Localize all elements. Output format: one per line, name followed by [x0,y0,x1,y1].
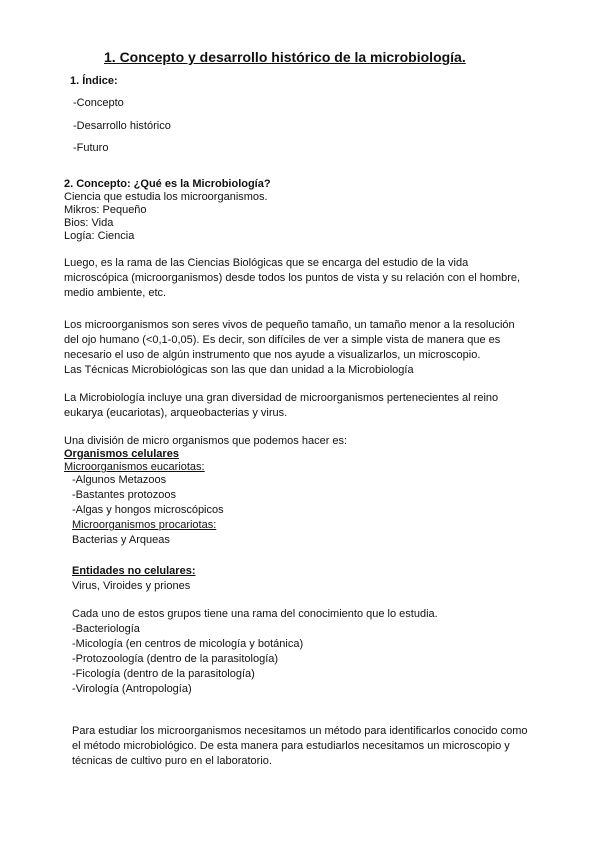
paragraph-line: eukarya (eucariotas), arqueobacterias y virus. [64,407,288,419]
index-item: -Desarrollo histórico [73,120,171,132]
paragraph-line: microscópica (microorganismos) desde todos los puntos de vista y su relación con el hombre, [64,272,521,284]
definition-line: Logía: Ciencia [64,230,135,242]
paragraph-line: Luego, es la rama de las Ciencias Biológicas que se encarga del estudio de la vida [64,257,469,269]
eucariotas-item: -Algas y hongos microscópicos [72,504,224,516]
concepto-heading: 2. Concepto: ¿Qué es la Microbiología? [64,178,271,190]
index-item: -Concepto [73,97,124,109]
rama-item: -Ficología (dentro de la parasitología) [72,668,255,680]
paragraph-line: La Microbiología incluye una gran diversidad de microorganismos pertenecientes al reino [64,392,499,404]
definition-line: Mikros: Pequeño [64,204,147,216]
definition-line: Ciencia que estudia los microorganismos. [64,191,268,203]
page-title: 1. Concepto y desarrollo histórico de la microbiología. [104,49,466,65]
paragraph-line: medio ambiente, etc. [64,287,167,299]
eucariotas-item: -Bastantes protozoos [72,489,176,501]
rama-item: -Protozoología (dentro de la parasitología) [72,653,279,665]
definition-line: Bios: Vida [64,217,114,229]
metodo-line: Para estudiar los microorganismos necesitamos un método para identificarlos conocido como [72,725,528,737]
index-item: -Futuro [73,142,109,154]
no-celulares-text: Virus, Viroides y priones [72,580,191,592]
celulares-heading: Organismos celulares [64,448,179,460]
rama-item: -Virología (Antropología) [72,683,192,695]
rama-item: -Micología (en centros de micología y botánica) [72,638,304,650]
metodo-line: el método microbiológico. De esta manera para estudiarlos necesitamos un microscopio y [72,740,510,752]
procariotas-heading: Microorganismos procariotas: [72,519,217,531]
paragraph-line: Los microorganismos son seres vivos de pequeño tamaño, un tamaño menor a la resolución [64,319,515,331]
paragraph-line: necesario el uso de algún instrumento que nos ayude a visualizarlos, un microscopio. [64,349,481,361]
index-heading: 1. Índice: [70,75,118,87]
metodo-line: técnicas de cultivo puro en el laboratorio. [72,755,272,767]
paragraph-line: del ojo humano (<0,1-0,05). Es decir, son difíciles de ver a simple vista de manera que es [64,334,501,346]
no-celulares-heading: Entidades no celulares: [72,565,196,577]
division-intro: Una división de micro organismos que podemos hacer es: [64,435,348,447]
eucariotas-heading: Microorganismos eucariotas: [64,461,205,473]
eucariotas-item: -Algunos Metazoos [72,474,167,486]
rama-item: -Bacteriología [72,623,140,635]
ramas-intro: Cada uno de estos grupos tiene una rama del conocimiento que lo estudia. [72,608,438,620]
paragraph-line: Las Técnicas Microbiológicas son las que dan unidad a la Microbiología [64,364,414,376]
procariotas-text: Bacterias y Arqueas [72,534,170,546]
